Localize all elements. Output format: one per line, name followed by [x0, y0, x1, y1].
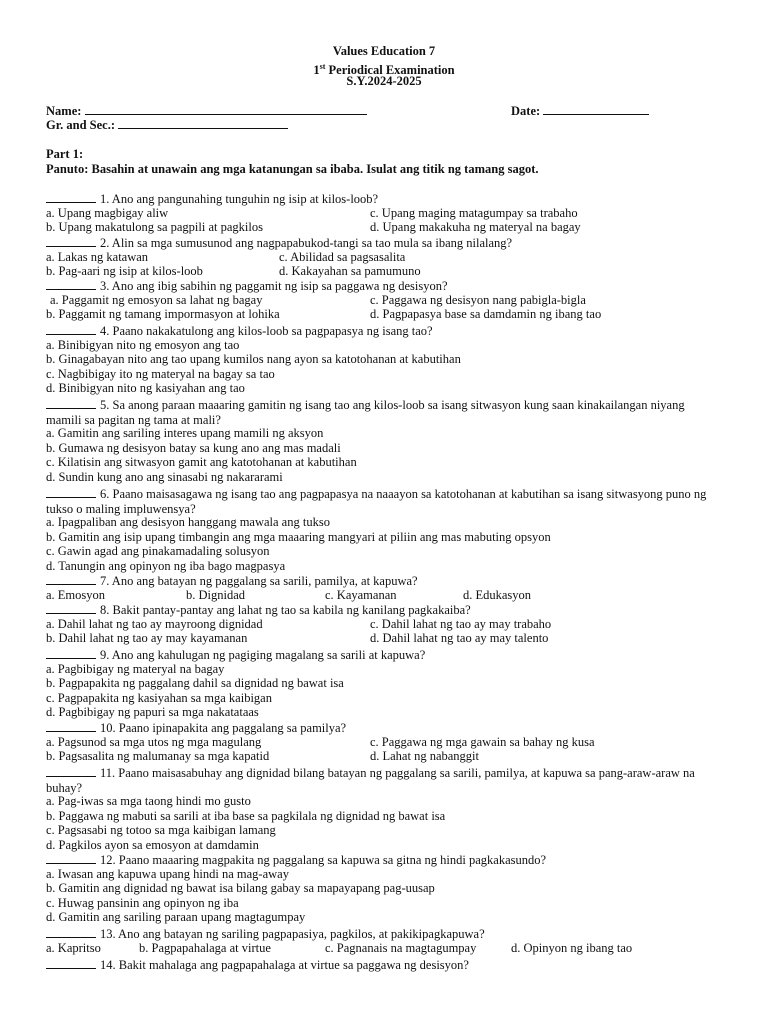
answer-blank[interactable] — [46, 397, 96, 409]
option-c: c. Nagbibigay ito ng materyal na bagay sa tao — [46, 366, 275, 381]
date-row — [511, 103, 649, 119]
option-a: a. Kapritso — [46, 940, 101, 955]
question-text: 9. Ano ang kahulugan ng pagiging magalang sa sarili at kapuwa? — [100, 648, 426, 662]
name-label: Name: — [46, 104, 82, 118]
option-a: a. Pag-iwas sa mga taong hindi mo gusto — [46, 794, 251, 809]
option-b: b. Paggamit ng tamang impormasyon at lohika — [46, 307, 280, 322]
option-c: c. Dahil lahat ng tao ay may trabaho — [370, 616, 552, 631]
answer-blank[interactable] — [46, 486, 96, 498]
question-text: 1. Ano ang pangunahing tunguhin ng isip at kilos-loob? — [100, 192, 379, 206]
answer-blank[interactable] — [46, 235, 96, 247]
option-a: a. Lakas ng katawan — [46, 249, 149, 264]
option-b: b. Paggawa ng mabuti sa sarili at iba base sa pagkilala ng dignidad ng bawat isa — [46, 808, 446, 823]
option-d: d. Kakayahan sa pamumuno — [279, 264, 421, 279]
exam-ordinal: 1 — [313, 63, 320, 78]
option-b: b. Pag-aari ng isip at kilos-loob — [46, 264, 203, 279]
question-text: 4. Paano nakakatulong ang kilos-loob sa pagpapasya ng isang tao? — [100, 324, 433, 338]
answer-blank[interactable] — [46, 602, 96, 614]
question-text: 10. Paano ipinapakita ang paggalang sa pamilya? — [100, 721, 347, 735]
answer-blank[interactable] — [46, 573, 96, 585]
option-a: a. Dahil lahat ng tao ay mayroong dignidad — [46, 616, 263, 631]
grade-row — [46, 117, 288, 133]
option-a: a. Gamitin ang sariling interes upang mamili ng aksyon — [46, 426, 324, 441]
option-d: d. Gamitin ang sariling paraan upang magtagumpay — [46, 910, 306, 925]
question-3 — [46, 278, 722, 294]
option-a: a. Pagsunod sa mga utos ng mga magulang — [46, 734, 262, 749]
question-text: 6. Paano maisasagawa ng isang tao ang pagpapasya na naaayon sa katotohanan at kabutihan sa isang sitwasyong puno ng tukso o maling impluwensya? — [46, 487, 707, 516]
answer-blank[interactable] — [46, 765, 96, 777]
question-8 — [46, 602, 722, 618]
option-a: a. Binibigyan nito ng emosyon ang tao — [46, 337, 240, 352]
option-d: d. Binibigyan nito ng kasiyahan ang tao — [46, 381, 245, 396]
option-b: b. Dahil lahat ng tao ay may kayamanan — [46, 631, 248, 646]
option-d: d. Sundin kung ano ang sinasabi ng nakararami — [46, 470, 283, 484]
option-d: d. Edukasyon — [463, 587, 532, 602]
option-b: b. Pagpapahalaga at virtue — [139, 940, 271, 955]
option-b: b. Pagsasalita ng malumanay sa mga kapatid — [46, 749, 270, 764]
option-c: c. Gawin agad ang pinakamadaling solusyon — [46, 544, 270, 559]
answer-blank[interactable] — [46, 647, 96, 659]
option-a: a. Pagbibigay ng materyal na bagay — [46, 661, 225, 676]
question-10 — [46, 720, 722, 736]
option-c: c. Pagnanais na magtagumpay — [325, 940, 477, 955]
grade-blank[interactable] — [118, 117, 288, 129]
answer-blank[interactable] — [46, 191, 96, 203]
part-label: Part 1: — [46, 147, 84, 161]
school-year: S.Y.2024-2025 — [346, 74, 422, 88]
exam-ordinal-suffix: st — [319, 62, 326, 71]
question-13 — [46, 926, 722, 942]
option-b: b. Pagpapakita ng paggalang dahil sa dignidad ng bawat isa — [46, 676, 344, 691]
question-text: 12. Paano maaaring magpakita ng paggalang sa kapuwa sa gitna ng hindi pagkakasundo? — [100, 853, 547, 867]
option-d: d. Pagkilos ayon sa emosyon at damdamin — [46, 838, 259, 852]
question-11 — [46, 765, 722, 795]
question-2 — [46, 235, 722, 251]
question-6 — [46, 486, 722, 516]
answer-blank[interactable] — [46, 926, 96, 938]
option-b: b. Gumawa ng desisyon batay sa kung ano ang mas madali — [46, 440, 341, 455]
option-b: b. Dignidad — [186, 587, 246, 602]
question-text: 13. Ano ang batayan ng sariling pagpapasiya, pagkilos, at pakikipagkapuwa? — [100, 927, 485, 941]
option-d: d. Lahat ng nabanggit — [370, 749, 479, 764]
option-c: c. Kilatisin ang sitwasyon gamit ang katotohanan at kabutihan — [46, 455, 357, 470]
exam-name: Periodical Examination — [325, 63, 455, 78]
option-a: a. Upang magbigay aliw — [46, 205, 169, 220]
option-a: a. Iwasan ang kapuwa upang hindi na mag-away — [46, 866, 289, 881]
question-text: 7. Ano ang batayan ng paggalang sa sarili, pamilya, at kapuwa? — [100, 574, 418, 588]
subject-title: Values Education 7 — [332, 44, 436, 58]
name-blank[interactable] — [85, 103, 367, 115]
answer-blank[interactable] — [46, 852, 96, 864]
option-c: c. Kayamanan — [325, 587, 397, 602]
option-c: c. Pagsasabi ng totoo sa mga kaibigan lamang — [46, 823, 276, 838]
directions: Panuto: Basahin at unawain ang mga katanungan sa ibaba. Isulat ang titik ng tamang sagot. — [46, 162, 539, 176]
option-c: c. Paggawa ng desisyon nang pabigla-bigla — [370, 292, 586, 307]
question-text: 11. Paano maisasabuhay ang dignidad bilang batayan ng paggalang sa sarili, pamilya, at kapuwa sa pang-araw-araw na buhay? — [46, 766, 695, 795]
option-c: c. Abilidad sa pagsasalita — [279, 249, 406, 264]
option-b: b. Gamitin ang dignidad ng bawat isa bilang gabay sa mapayapang pag-uusap — [46, 881, 435, 896]
option-a: a. Ipagpaliban ang desisyon hanggang mawala ang tukso — [46, 515, 330, 530]
option-d: d. Upang makakuha ng materyal na bagay — [370, 220, 581, 235]
option-c: c. Huwag pansinin ang opinyon ng iba — [46, 895, 239, 910]
answer-blank[interactable] — [46, 323, 96, 335]
question-5 — [46, 397, 722, 427]
option-c: c. Paggawa ng mga gawain sa bahay ng kusa — [370, 734, 595, 749]
option-d: d. Opinyon ng ibang tao — [511, 940, 633, 955]
question-9 — [46, 647, 722, 663]
question-text: 2. Alin sa mga sumusunod ang nagpapabukod-tangi sa tao mula sa ibang nilalang? — [100, 236, 513, 250]
answer-blank[interactable] — [46, 720, 96, 732]
question-12 — [46, 852, 722, 868]
answer-blank[interactable] — [46, 957, 96, 969]
option-d: d. Pagpapasya base sa damdamin ng ibang tao — [370, 307, 602, 322]
question-text: 5. Sa anong paraan maaaring gamitin ng isang tao ang kilos-loob sa isang sitwasyon kung saan kinakailangan niyang mamili sa pagitan ng tama at mali? — [46, 398, 685, 427]
option-b: b. Upang makatulong sa pagpili at pagkilos — [46, 220, 263, 235]
question-text: 14. Bakit mahalaga ang pagpapahalaga at virtue sa paggawa ng desisyon? — [100, 958, 469, 972]
option-c: c. Upang maging matagumpay sa trabaho — [370, 205, 578, 220]
option-d: d. Tanungin ang opinyon ng iba bago magpasya — [46, 559, 286, 573]
option-a: a. Paggamit ng emosyon sa lahat ng bagay — [50, 292, 263, 307]
option-a: a. Emosyon — [46, 587, 106, 602]
date-label: Date: — [511, 104, 541, 118]
answer-blank[interactable] — [46, 278, 96, 290]
question-14 — [46, 957, 722, 973]
question-text: 8. Bakit pantay-pantay ang lahat ng tao sa kabila ng kanilang pagkakaiba? — [100, 603, 471, 617]
option-c: c. Pagpapakita ng kasiyahan sa mga kaibigan — [46, 690, 272, 705]
question-text: 3. Ano ang ibig sabihin ng paggamit ng isip sa paggawa ng desisyon? — [100, 279, 448, 293]
question-4 — [46, 323, 722, 339]
question-7 — [46, 573, 722, 589]
date-blank[interactable] — [543, 103, 649, 115]
option-d: d. Dahil lahat ng tao ay may talento — [370, 631, 549, 646]
option-d: d. Pagbibigay ng papuri sa mga nakatataas — [46, 705, 259, 720]
question-1 — [46, 191, 722, 207]
grade-label: Gr. and Sec.: — [46, 118, 115, 132]
option-b: b. Gamitin ang isip upang timbangin ang mga maaaring mangyari at piliin ang mas mabuting opsyon — [46, 529, 551, 544]
option-b: b. Ginagabayan nito ang tao upang kumilos nang ayon sa katotohanan at kabutihan — [46, 352, 461, 367]
